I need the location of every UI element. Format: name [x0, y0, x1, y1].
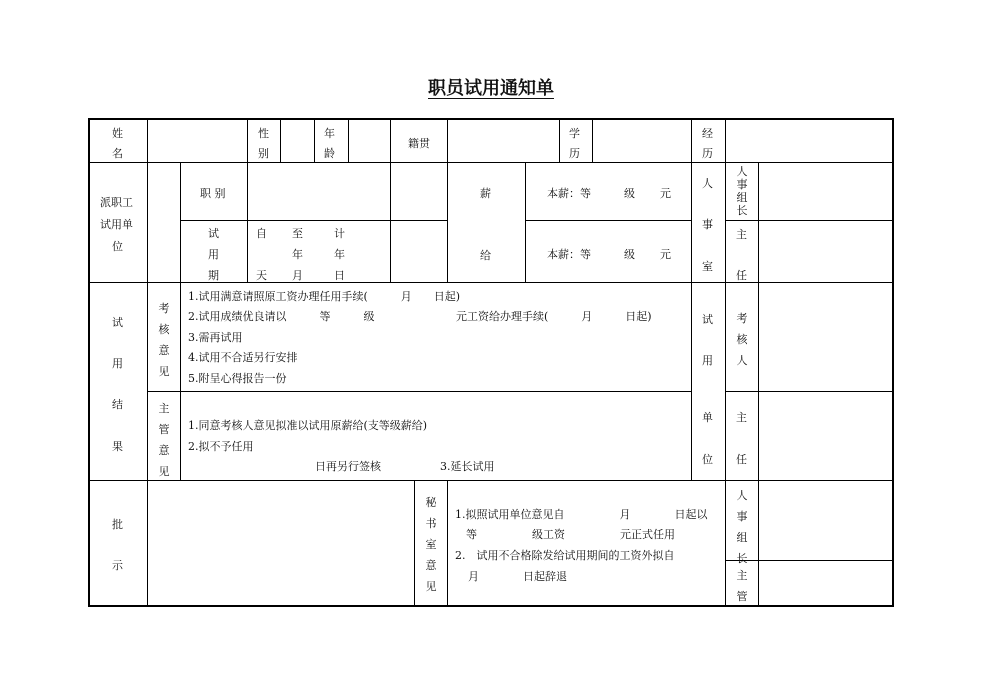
date-to: 至	[292, 227, 303, 240]
form-title: 职员试用通知单	[428, 78, 554, 99]
assign-unit-label: 试用单	[100, 218, 133, 231]
date-year: 年	[292, 248, 303, 261]
yuan-label: 元	[660, 187, 671, 200]
education-label: 历	[569, 147, 580, 160]
rule	[758, 282, 759, 481]
rule	[147, 119, 148, 163]
approval-label: 批	[112, 518, 123, 531]
director-label: 主	[736, 228, 747, 241]
experience-label: 历	[702, 147, 713, 160]
rule	[525, 220, 691, 221]
supervisor-opinion-label: 主管意见	[158, 402, 170, 478]
name-label: 姓	[112, 127, 123, 140]
rule	[691, 162, 692, 283]
assessment-item: 5.附呈心得报告一份	[188, 372, 287, 385]
rule	[89, 480, 893, 481]
salary-label: 给	[480, 249, 491, 262]
trial-result-label: 用	[112, 357, 123, 370]
supervisor-item: 日再另行签核	[315, 460, 381, 473]
rule	[725, 391, 893, 392]
rule	[592, 119, 593, 163]
assessment-item: 1.试用满意请照原工资办理任用手续( 月 日起)	[188, 290, 461, 303]
rule	[758, 162, 759, 283]
rule	[691, 282, 692, 481]
date-from: 自	[256, 227, 267, 240]
salary-label: 薪	[480, 187, 491, 200]
gender-label: 别	[258, 147, 269, 160]
trial-unit-label: 单	[702, 411, 713, 424]
rule	[559, 119, 560, 163]
rule	[758, 480, 759, 606]
assessment-item: 3.需再试用	[188, 331, 243, 344]
assessor-label: 考核人	[736, 312, 748, 367]
rule	[89, 282, 893, 283]
hr-leader-label: 人事组长	[736, 489, 748, 565]
rule	[148, 391, 691, 392]
secretary-item: 2. 试用不合格除发给试用期间的工资外拟自	[455, 549, 675, 562]
rule	[725, 119, 726, 163]
date-total: 计	[334, 227, 345, 240]
rule	[390, 162, 391, 283]
trial-result-label: 果	[112, 440, 123, 453]
rule	[147, 282, 148, 481]
rule	[447, 162, 448, 283]
assign-unit-label: 派职工	[100, 196, 133, 209]
manager-label: 主管	[736, 569, 748, 603]
trial-period-label: 试	[208, 227, 219, 240]
rule	[180, 220, 447, 221]
education-label: 学	[569, 127, 580, 140]
hr-leader-label: 人事组长	[736, 165, 748, 217]
assessment-item: 2.试用成绩优良请以 等 级	[188, 310, 375, 323]
rule	[247, 119, 248, 163]
supervisor-item: 3.延长试用	[440, 460, 495, 473]
border-left	[88, 118, 90, 607]
grade-label: 级	[624, 248, 635, 261]
rule	[525, 162, 526, 283]
assessment-item: 4.试用不合适另行安排	[188, 351, 298, 364]
base-pay-label: 本薪：等	[547, 187, 591, 200]
chief-label: 主	[736, 411, 747, 424]
rule	[414, 480, 415, 606]
rule	[725, 480, 726, 606]
rule	[725, 282, 726, 481]
gender-label: 性	[258, 127, 269, 140]
age-label: 年	[324, 127, 335, 140]
rule	[147, 480, 148, 606]
age-label: 龄	[324, 147, 335, 160]
rule	[348, 119, 349, 163]
date-day: 天	[256, 269, 267, 282]
border-right	[892, 118, 894, 607]
rule	[691, 119, 692, 163]
yuan-label: 元	[660, 248, 671, 261]
hr-office-label: 事	[702, 218, 713, 231]
rule	[247, 162, 248, 283]
hr-office-label: 室	[702, 260, 713, 273]
rule	[725, 560, 893, 561]
secretary-item: 等 级工资 元正式任用	[466, 528, 675, 541]
rule	[725, 162, 726, 283]
rule	[725, 220, 893, 221]
rule	[147, 162, 148, 283]
trial-period-label: 期	[208, 269, 219, 282]
approval-label: 示	[112, 559, 123, 572]
experience-label: 经	[702, 127, 713, 140]
rule	[447, 480, 448, 606]
border-bottom	[88, 605, 894, 607]
rule	[180, 162, 181, 283]
assessment-item-tail: 元工资给办理手续( 月 日起)	[456, 310, 652, 323]
rule	[390, 119, 391, 163]
trial-result-label: 试	[112, 316, 123, 329]
secretary-item: 月 日起辞退	[468, 570, 567, 583]
trial-unit-label: 位	[702, 453, 713, 466]
rule	[180, 282, 181, 481]
grade-label: 级	[624, 187, 635, 200]
trial-unit-label: 试	[702, 313, 713, 326]
native-place-label: 籍贯	[408, 137, 430, 150]
rule	[89, 162, 893, 163]
border-top	[88, 118, 894, 120]
trial-period-label: 用	[208, 248, 219, 261]
secretary-opinion-label: 秘书室意见	[425, 496, 437, 593]
chief-label: 任	[736, 453, 747, 466]
rule	[314, 119, 315, 163]
date-year: 年	[334, 248, 345, 261]
date-day: 日	[334, 269, 345, 282]
name-label: 名	[112, 147, 123, 160]
supervisor-item: 1.同意考核人意见拟准以试用原薪给(支等级薪给)	[188, 419, 428, 432]
trial-unit-label: 用	[702, 354, 713, 367]
supervisor-item: 2.拟不予任用	[188, 440, 254, 453]
assign-unit-label: 位	[112, 240, 123, 253]
rule	[447, 119, 448, 163]
hr-office-label: 人	[702, 177, 713, 190]
director-label: 任	[736, 269, 747, 282]
assessment-opinion-label: 考核意见	[158, 302, 170, 378]
position-label: 职 别	[200, 187, 226, 200]
secretary-item: 1.拟照试用单位意见自 月 日起以	[455, 508, 708, 521]
date-month: 月	[292, 269, 303, 282]
rule	[280, 119, 281, 163]
base-pay-label: 本薪：等	[547, 248, 591, 261]
trial-result-label: 结	[112, 398, 123, 411]
